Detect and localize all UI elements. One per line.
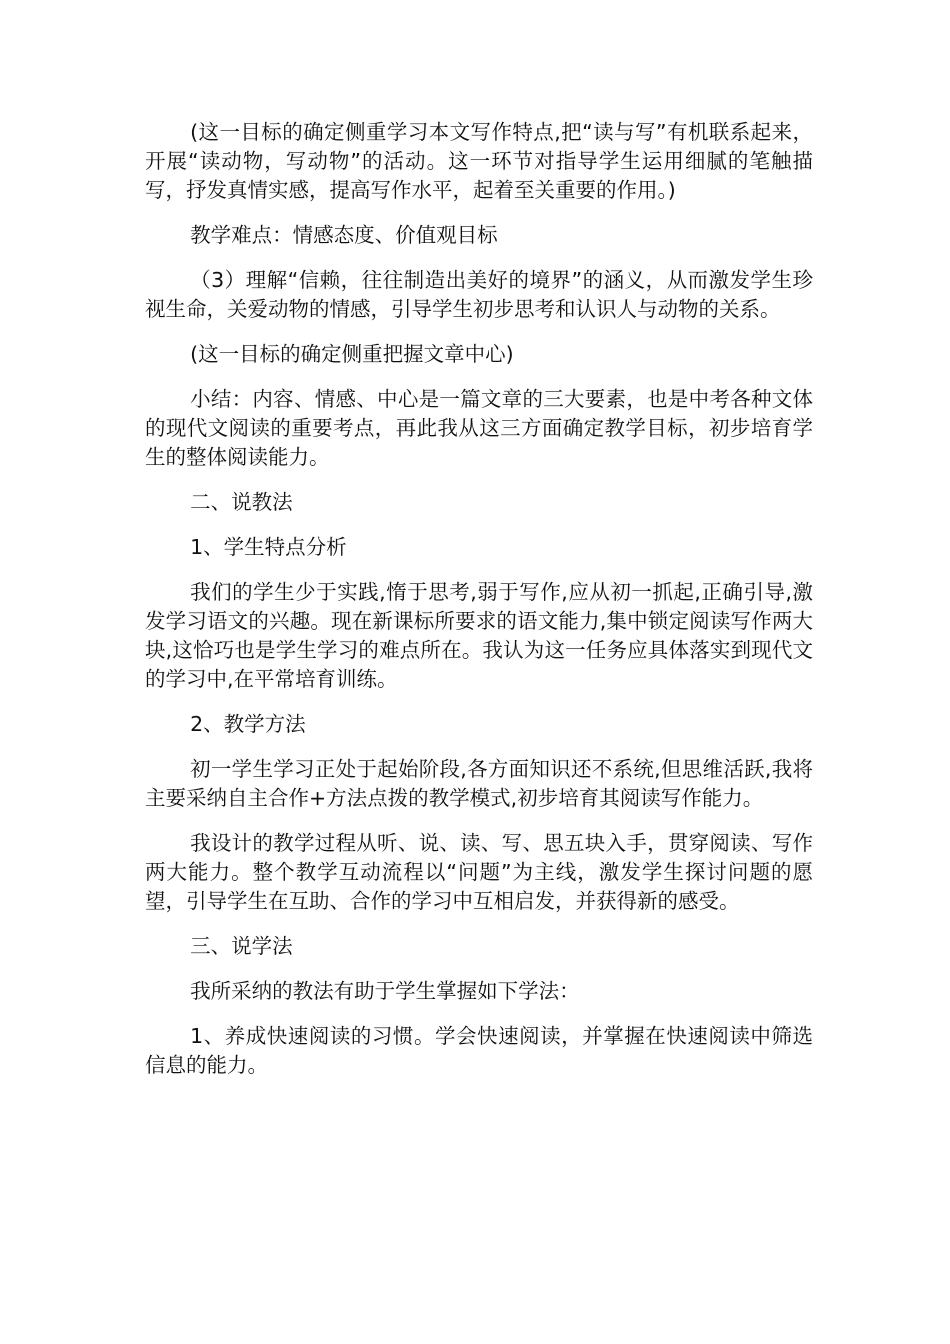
- heading-teaching-approach: 2、教学方法: [190, 712, 306, 736]
- paragraph-learning-intro: 我所采纳的教法有助于学生掌握如下学法：: [190, 979, 580, 1003]
- paragraph-goal-3: （3）理解“信赖，往往制造出美好的境界”的涵义，从而激发学生珍视生命，关爱动物的情感，引导学生初步思考和认识人与动物的关系。: [145, 268, 813, 321]
- heading-teaching-method: 二、说教法: [190, 490, 293, 514]
- heading-student-analysis: 1、学生特点分析: [190, 535, 347, 559]
- heading-learning-method: 三、说学法: [190, 934, 293, 958]
- paragraph-goal-note-center: (这一目标的确定侧重把握文章中心): [190, 342, 514, 366]
- paragraph-process-design: 我设计的教学过程从听、说、读、写、思五块入手，贯穿阅读、写作两大能力。整个教学互动流程以“问题”为主线，激发学生探讨问题的愿望，引导学生在互助、合作的学习中互相启发，并获得新的感受。: [145, 831, 813, 913]
- paragraph-goal-note-writing: (这一目标的确定侧重学习本文写作特点,把“读与写”有机联系起来，开展“读动物，写动物”的活动。这一环节对指导学生运用细腻的笔触描写，抒发真情实感，提高写作水平，起着至关重要的作用。): [145, 120, 813, 202]
- paragraph-teaching-difficulty: 教学难点：情感态度、价值观目标: [190, 223, 498, 247]
- paragraph-summary: 小结：内容、情感、中心是一篇文章的三大要素，也是中考各种文体的现代文阅读的重要考点，再此我从这三方面确定教学目标，初步培育学生的整体阅读能力。: [145, 387, 813, 469]
- paragraph-teaching-approach: 初一学生学习正处于起始阶段,各方面知识还不系统,但思维活跃,我将主要采纳自主合作+方法点拨的教学模式,初步培育其阅读写作能力。: [145, 757, 813, 810]
- document-body: [145, 118, 813, 1096]
- paragraph-fast-reading: 1、养成快速阅读的习惯。学会快速阅读，并掌握在快速阅读中筛选信息的能力。: [145, 1024, 813, 1077]
- paragraph-student-analysis: 我们的学生少于实践,惰于思考,弱于写作,应从初一抓起,正确引导,激发学习语文的兴趣。现在新课标所要求的语文能力,集中锁定阅读写作两大块,这恰巧也是学生学习的难点所在。我认为这一任务应具体落实到现代文的学习中,在平常培育训练。: [145, 580, 813, 691]
